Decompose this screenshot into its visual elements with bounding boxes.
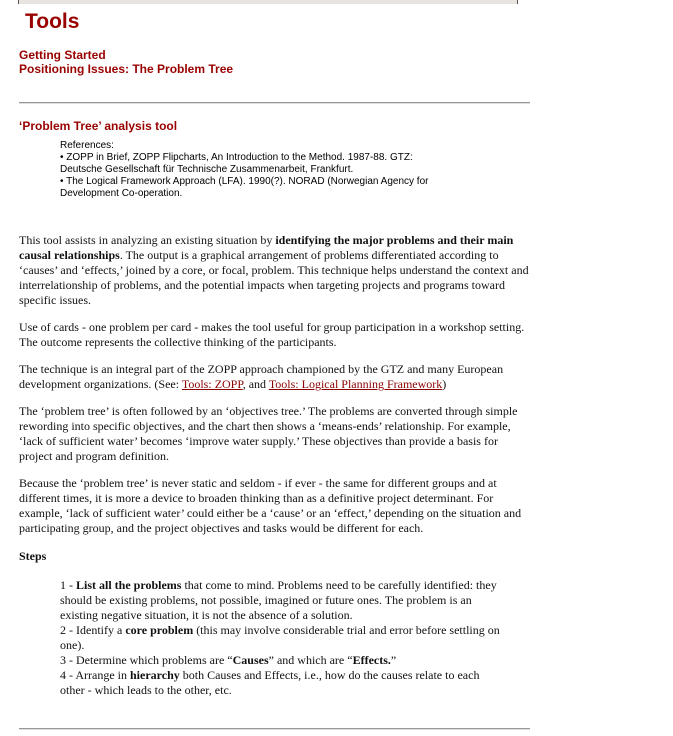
step-4 (60, 668, 500, 698)
link-tools-zopp[interactable]: Tools: ZOPP (181, 377, 243, 391)
paragraph-1-text-cont: . The output is a graphical arrangement of problems differentiated according to ‘causes’ and ‘effects,’ joined by a core, or focal, problem. This technique helps understand the context and interrelationship of problems, and the potential impacts when targeting projects and programs toward specific issues. (19, 248, 529, 307)
divider-top (19, 102, 530, 104)
step-4-num: 4 - Arrange in (60, 668, 130, 682)
steps-list (60, 578, 500, 698)
step-3-end: ” (390, 653, 397, 667)
paragraph-5: Because the ‘problem tree’ is never static and seldom - if ever - the same for different groups and at different times, it is more a device to broaden thinking than as a definitive project determinant. For example, ‘lack of sufficient water’ could either be a ‘cause’ or an ‘effect,’ depending on the situation and participating group, and the project objectives and tasks would be different for each. (19, 476, 522, 535)
paragraph-2: Use of cards - one problem per card - makes the tool useful for group participation in a workshop setting. The outcome represents the collective thinking of the participants. (19, 320, 525, 349)
step-2 (60, 623, 500, 653)
paragraph-3-text: The technique is an integral part of the ZOPP approach championed by the GTZ and many European development organizations. (See: (19, 362, 504, 391)
nav-positioning-issues[interactable]: Positioning Issues: The Problem Tree (19, 62, 234, 76)
step-1-text: that come to mind. Problems need to be carefully identified: they should be existing problems, not possible, imagined or future ones. The problem is an existing negative situation, it is not the absence of a solution. (60, 578, 497, 622)
step-2-num: 2 - Identify a (60, 623, 126, 637)
step-3-bold-causes: Causes (232, 653, 269, 667)
references-label: References: (60, 140, 114, 151)
paragraph-3-sep: , and (242, 377, 269, 391)
reference-1-line-2: Deutsche Gesellschaft für Technische Zusammenarbeit, Frankfurt. (60, 164, 354, 175)
breadcrumb (19, 48, 233, 76)
step-3-mid: ” and which are “ (268, 653, 353, 667)
top-frame-bar (18, 0, 518, 4)
steps-heading: Steps (19, 549, 47, 563)
reference-1-line-1: • ZOPP in Brief, ZOPP Flipcharts, An Introduction to the Method. 1987-88. GTZ: (60, 152, 413, 163)
step-2-text: (this may involve considerable trial and error before settling on one). (60, 623, 500, 652)
step-1-num: 1 - (60, 578, 76, 592)
nav-getting-started[interactable]: Getting Started (19, 48, 106, 62)
step-1-bold: List all the problems (76, 578, 182, 592)
page-title: Tools (25, 10, 80, 33)
paragraph-1-bold: identifying the major problems and their main causal relationships (19, 233, 514, 262)
paragraph-1 (19, 233, 533, 308)
divider-bottom (19, 728, 530, 730)
step-3-num: 3 - Determine which problems are “ (60, 653, 233, 667)
reference-2-line-1: • The Logical Framework Approach (LFA). 1990(?). NORAD (Norwegian Agency for (60, 176, 429, 187)
paragraph-3 (19, 362, 533, 392)
step-3-bold-effects: Effects. (352, 653, 391, 667)
step-4-text: both Causes and Effects, i.e., how do the causes relate to each other - which leads to the other, etc. (60, 668, 480, 697)
step-3 (60, 653, 500, 668)
paragraph-3-end: ) (442, 377, 447, 391)
references-block (60, 140, 480, 200)
paragraph-4: The ‘problem tree’ is often followed by an ‘objectives tree.’ The problems are converted through simple rewording into specific objectives, and the chart then shows a ‘means-ends’ relationship. For example, ‘lack of sufficient water’ becomes ‘improve water supply.’ These objectives than provide a basis for project and program definition. (19, 404, 518, 463)
step-4-bold: hierarchy (129, 668, 180, 682)
link-tools-logical-planning[interactable]: Tools: Logical Planning Framework (268, 377, 443, 391)
step-2-bold: core problem (125, 623, 194, 637)
section-title: ‘Problem Tree’ analysis tool (19, 119, 178, 133)
paragraph-1-text: This tool assists in analyzing an existing situation by (19, 233, 276, 247)
step-1 (60, 578, 500, 623)
reference-2-line-2: Development Co-operation. (60, 188, 183, 199)
